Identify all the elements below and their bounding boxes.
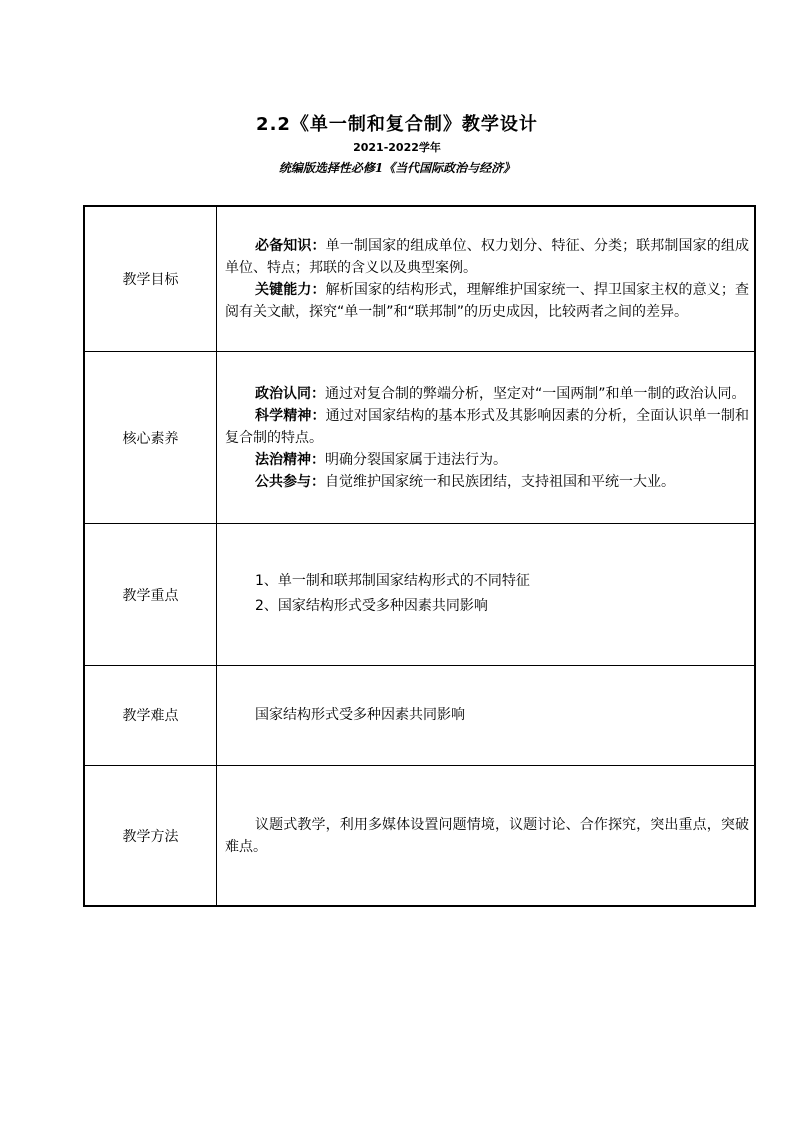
key-points-row (84, 524, 755, 665)
literacy-label: 核心素养 (84, 351, 217, 523)
objective-head: 关键能力： (255, 281, 326, 298)
school-year: 2021-2022学年 (353, 141, 441, 154)
literacy-head: 公共参与： (255, 473, 325, 490)
key-points-content (217, 524, 756, 665)
objective-ability (225, 279, 749, 323)
methods-label: 教学方法 (84, 766, 217, 906)
objective-knowledge (225, 235, 749, 279)
literacy-political (225, 383, 749, 405)
literacy-text: 通过对复合制的弊端分析，坚定对“一国两制”和单一制的政治认同。 (325, 385, 746, 402)
key-point-item: 2、国家结构形式受多种因素共同影响 (255, 597, 488, 614)
objective-text: 解析国家的结构形式，理解维护国家统一、捍卫国家主权的意义；查阅有关文献，探究“单一制”和“联邦制”的历史成因，比较两者之间的差异。 (225, 281, 750, 320)
literacy-head: 政治认同： (255, 385, 325, 402)
objectives-label: 教学目标 (84, 206, 217, 351)
literacy-content (217, 351, 756, 523)
methods-text: 议题式教学，利用多媒体设置问题情境，议题讨论、合作探究，突出重点，突破难点。 (225, 816, 749, 855)
methods-row (84, 766, 755, 906)
objective-head: 必备知识： (255, 237, 326, 254)
teaching-plan-table (83, 205, 756, 907)
literacy-legal (225, 449, 749, 471)
key-points-label: 教学重点 (84, 524, 217, 665)
difficulties-label: 教学难点 (84, 665, 217, 765)
course-name: 统编版选择性必修1《当代国际政治与经济》 (278, 161, 516, 175)
literacy-text: 通过对国家结构的基本形式及其影响因素的分析，全面认识单一制和复合制的特点。 (225, 407, 750, 446)
key-point-item: 1、单一制和联邦制国家结构形式的不同特征 (255, 572, 530, 589)
objective-text: 单一制国家的组成单位、权力划分、特征、分类；联邦制国家的组成单位、特点；邦联的含义以及典型案例。 (225, 237, 750, 276)
literacy-head: 科学精神： (255, 407, 326, 424)
methods-content (217, 766, 756, 906)
difficulty-text: 国家结构形式受多种因素共同影响 (255, 707, 465, 724)
literacy-head: 法治精神： (255, 451, 325, 468)
difficulties-content (217, 665, 756, 765)
objectives-content (217, 206, 756, 351)
objectives-row (84, 206, 755, 351)
literacy-participation (225, 471, 749, 493)
literacy-scientific (225, 405, 749, 449)
literacy-text: 自觉维护国家统一和民族团结，支持祖国和平统一大业。 (325, 473, 675, 490)
literacy-text: 明确分裂国家属于违法行为。 (325, 451, 507, 468)
literacy-row (84, 351, 755, 523)
difficulties-row (84, 665, 755, 765)
document-title: 2.2《单一制和复合制》教学设计 (256, 114, 538, 135)
